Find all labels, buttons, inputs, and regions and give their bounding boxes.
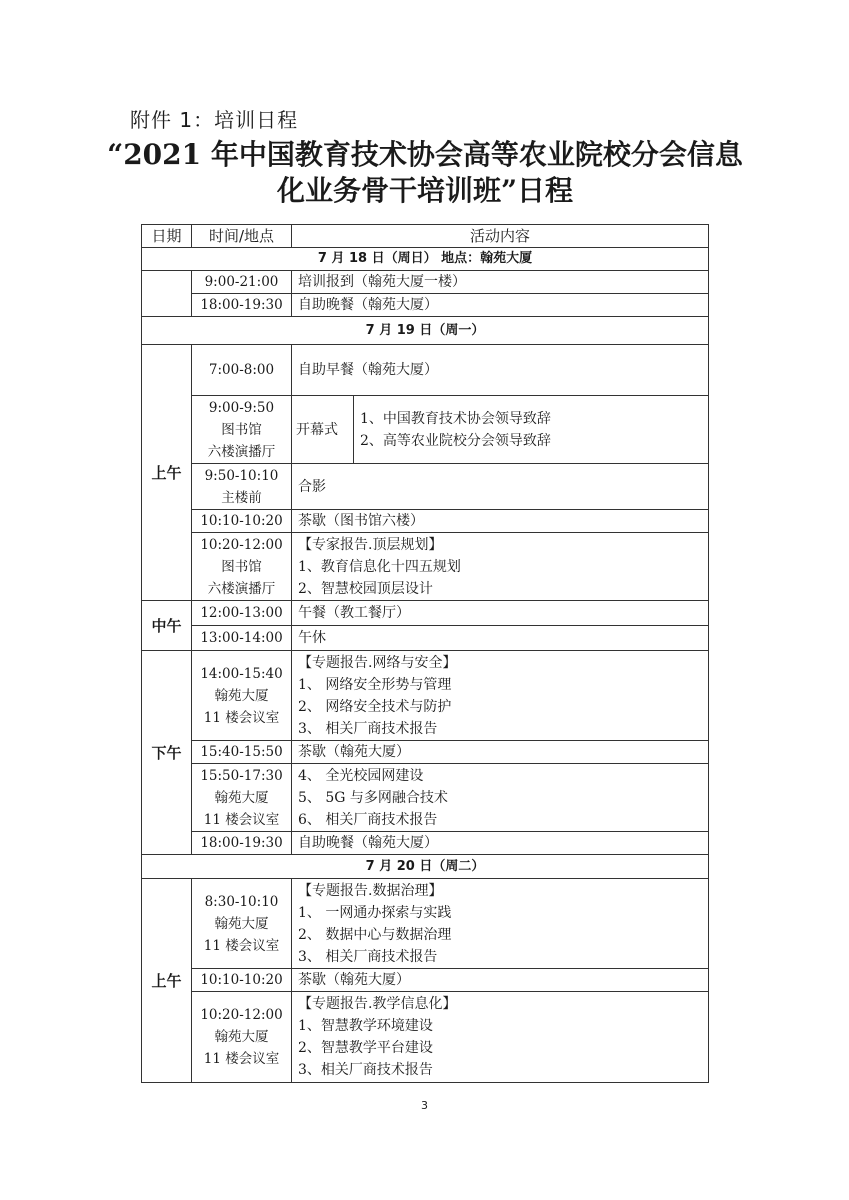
content-cell: 茶歇（翰苑大厦）	[292, 969, 709, 992]
time-text: 10:20-12:00	[200, 536, 283, 553]
table-row	[142, 741, 709, 764]
content-line: 【专题报告.教学信息化】	[298, 996, 457, 1012]
content-line: 3、相关厂商技术报告	[298, 1062, 433, 1078]
period-label: 下午	[142, 651, 192, 855]
header-date: 日期	[142, 225, 192, 248]
place-text: 主楼前	[221, 489, 262, 506]
content-cell: 茶歇（翰苑大厦）	[292, 741, 709, 764]
table-row	[142, 626, 709, 651]
day1-header: 7 月 18 日（周日） 地点：翰苑大厦	[142, 248, 709, 271]
time-cell: 7:00-8:00	[192, 345, 292, 396]
content-line: 3、 相关厂商技术报告	[298, 948, 438, 965]
content-line: 2、 网络安全技术与防护	[298, 698, 452, 715]
content-cell	[292, 651, 709, 741]
content-cell	[292, 879, 709, 969]
content-cell: 自助晚餐（翰苑大厦）	[292, 832, 709, 855]
content-line: 5、 5G 与多网融合技术	[298, 789, 448, 806]
time-cell: 12:00-13:00	[192, 601, 292, 626]
content-line: 【专题报告.网络与安全】	[298, 654, 457, 671]
content-cell: 合影	[292, 464, 709, 510]
header-time-place: 时间/地点	[192, 225, 292, 248]
time-place-cell	[192, 879, 292, 969]
content-line: 2、高等农业院校分会领导致辞	[360, 432, 551, 449]
attachment-label: 附件 1：培训日程	[130, 108, 299, 132]
place-text: 图书馆	[221, 421, 262, 438]
table-row	[142, 832, 709, 855]
content-cell: 自助晚餐（翰苑大厦）	[292, 294, 709, 317]
content-line: 【专家报告.顶层规划】	[298, 536, 443, 553]
table-row	[142, 879, 709, 969]
content-line: 2、 数据中心与数据治理	[298, 926, 452, 943]
time-place-cell	[192, 764, 292, 832]
table-row	[142, 969, 709, 992]
content-line: 1、中国教育技术协会领导致辞	[360, 410, 551, 427]
table-row	[142, 510, 709, 533]
content-cell: 自助早餐（翰苑大厦）	[292, 345, 709, 396]
day-header-row	[142, 248, 709, 271]
time-text: 9:00-9:50	[208, 399, 275, 416]
place-text: 翰苑大厦	[214, 789, 269, 806]
content-line: 【专题报告.数据治理】	[298, 882, 443, 899]
table-row	[142, 396, 709, 464]
table-row	[142, 271, 709, 294]
period-label: 中午	[142, 601, 192, 651]
day-header-row	[142, 317, 709, 345]
content-line: 1、 一网通办探索与实践	[298, 904, 452, 921]
table-header-row	[142, 225, 709, 248]
time-place-cell	[192, 396, 292, 464]
content-cell: 培训报到（翰苑大厦一楼）	[292, 271, 709, 294]
table-row	[142, 651, 709, 741]
content-line: 1、教育信息化十四五规划	[298, 558, 461, 575]
place-text: 11 楼会议室	[203, 811, 280, 828]
day1-period-cell	[142, 271, 192, 317]
period-label: 上午	[142, 879, 192, 1083]
content-cell: 午休	[292, 626, 709, 651]
time-cell: 9:00-21:00	[192, 271, 292, 294]
time-place-cell	[192, 464, 292, 510]
place-text: 六楼演播厅	[207, 443, 276, 460]
content-line: 4、 全光校园网建设	[298, 767, 424, 784]
time-text: 14:00-15:40	[200, 665, 283, 682]
document-title-line-2: 化业务骨干培训班”日程	[276, 174, 574, 207]
time-place-cell	[192, 651, 292, 741]
place-text: 11 楼会议室	[203, 1051, 280, 1067]
day2-header: 7 月 19 日（周一）	[142, 317, 709, 345]
day3-header: 7 月 20 日（周二）	[142, 855, 709, 879]
time-cell: 15:40-15:50	[192, 741, 292, 764]
header-content: 活动内容	[292, 225, 709, 248]
table-row	[142, 464, 709, 510]
place-text: 翰苑大厦	[214, 1029, 269, 1045]
time-text: 8:30-10:10	[204, 893, 279, 910]
content-line: 3、 相关厂商技术报告	[298, 720, 438, 737]
time-cell: 10:10-10:20	[192, 969, 292, 992]
content-cell	[292, 764, 709, 832]
content-cell	[292, 992, 709, 1083]
content-line: 1、 网络安全形势与管理	[298, 676, 452, 693]
period-label: 上午	[142, 345, 192, 601]
content-cell	[354, 396, 709, 464]
table-row	[142, 345, 709, 396]
table-row	[142, 601, 709, 626]
time-cell: 10:10-10:20	[192, 510, 292, 533]
place-text: 11 楼会议室	[203, 709, 280, 726]
time-cell: 13:00-14:00	[192, 626, 292, 651]
opening-label: 开幕式	[292, 396, 354, 464]
schedule-table	[141, 224, 709, 1083]
place-text: 图书馆	[221, 558, 262, 575]
time-place-cell	[192, 992, 292, 1083]
place-text: 六楼演播厅	[207, 580, 276, 597]
time-place-cell	[192, 533, 292, 601]
place-text: 翰苑大厦	[214, 687, 269, 704]
content-cell: 茶歇（图书馆六楼）	[292, 510, 709, 533]
table-row	[142, 294, 709, 317]
time-text: 9:50-10:10	[204, 467, 279, 484]
content-line: 6、 相关厂商技术报告	[298, 811, 438, 828]
time-cell: 18:00-19:30	[192, 832, 292, 855]
time-text: 10:20-12:00	[200, 1007, 283, 1023]
content-line: 1、智慧教学环境建设	[298, 1018, 433, 1034]
content-line: 2、智慧校园顶层设计	[298, 580, 433, 597]
place-text: 11 楼会议室	[203, 937, 280, 954]
content-line: 2、智慧教学平台建设	[298, 1040, 433, 1056]
time-cell: 18:00-19:30	[192, 294, 292, 317]
day-header-row	[142, 855, 709, 879]
content-cell	[292, 533, 709, 601]
page-number: 3	[421, 1099, 428, 1112]
table-row	[142, 992, 709, 1083]
table-row	[142, 764, 709, 832]
place-text: 翰苑大厦	[214, 915, 269, 932]
document-title-line-1: “2021 年中国教育技术协会高等农业院校分会信息	[107, 138, 743, 171]
table-row	[142, 533, 709, 601]
content-cell: 午餐（教工餐厅）	[292, 601, 709, 626]
time-text: 15:50-17:30	[200, 767, 283, 784]
